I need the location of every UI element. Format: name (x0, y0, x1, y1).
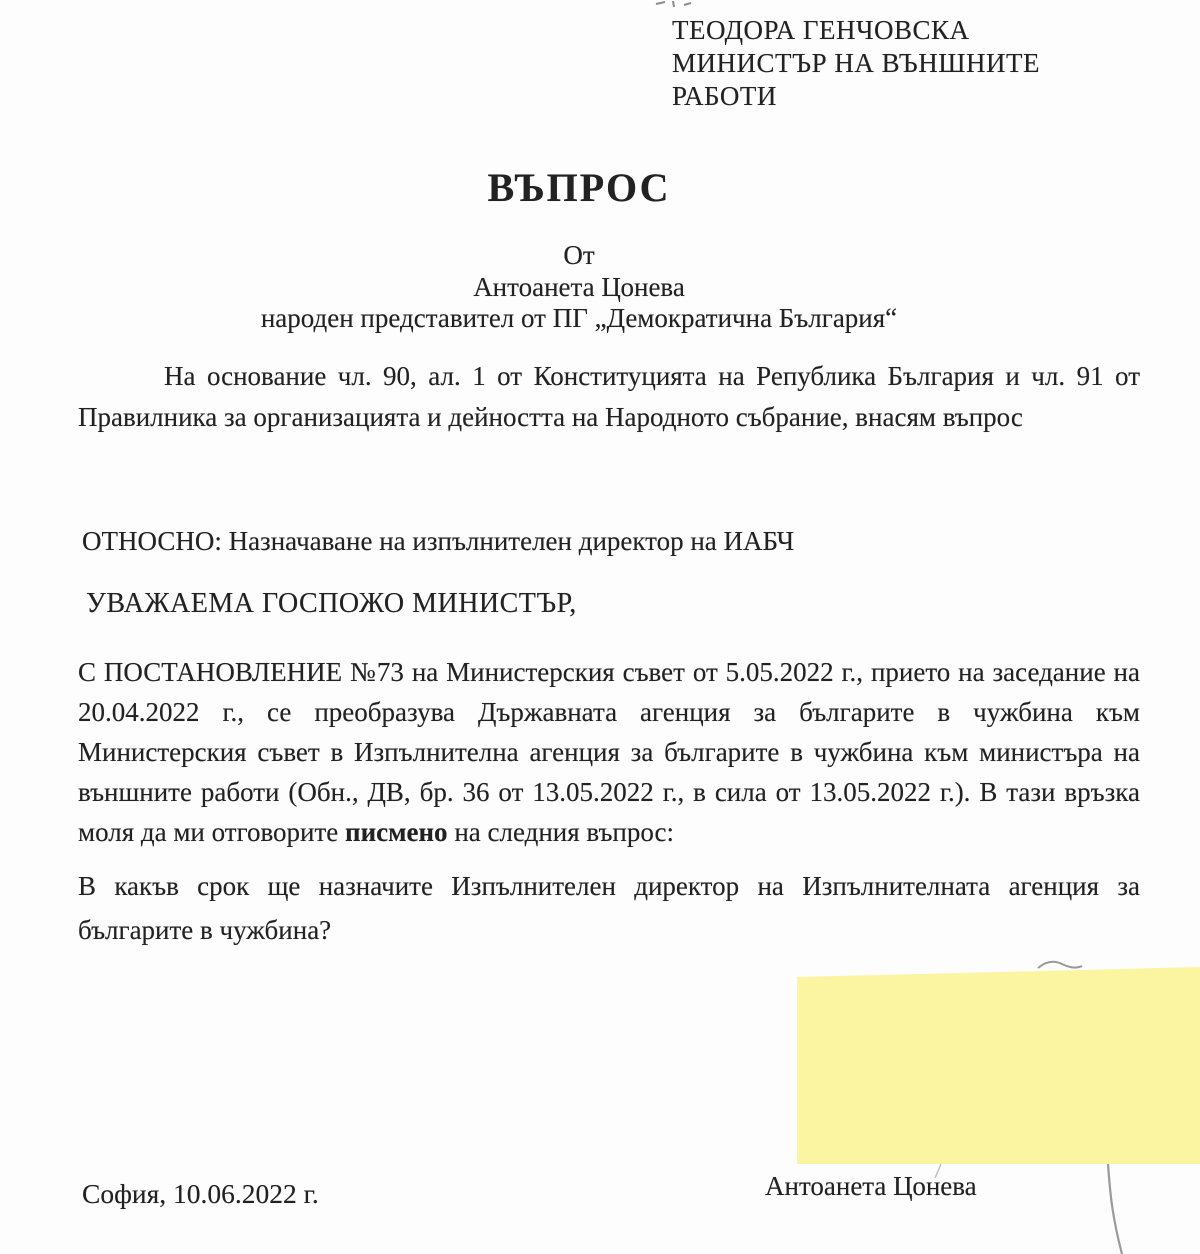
from-preposition: От (563, 240, 595, 270)
subject-text: Назначаване на изпълнителен директор на ИАБЧ (228, 526, 795, 556)
recipient-line-name: ТЕОДОРА ГЕНЧОВСКА (672, 15, 970, 45)
salutation: УВАЖАЕМА ГОСПОЖО МИНИСТЪР, (86, 588, 577, 619)
body-text-part1: С ПОСТАНОВЛЕНИЕ №73 на Министерския съвет от 5.05.2022 г., прието на заседание на 20.04.2022 г., се преобразува Държавната агенция за българите в чужбина към Министерския съвет в Изпълнителна агенция за българите в чужбина към министъра на външните работи (Обн., ДВ, бр. 36 от 13.05.2022 г., в сила от 13.05.2022 г.). В тази връзка моля да ми отговорите (78, 657, 1140, 847)
body-text-part2: на следния въпрос: (447, 817, 675, 847)
from-block (0, 240, 1158, 335)
legal-basis-paragraph: На основание чл. 90, ал. 1 от Конституцията на Република България и чл. 91 от Правилника за организацията и дейността на Народното събрание, внасям въпрос (78, 361, 1140, 432)
subject-label: ОТНОСНО: (82, 526, 222, 556)
pen-squiggle-above-redaction (1038, 962, 1082, 968)
body-emphasis: писмено (345, 817, 448, 847)
scan-artifact-top-edge (656, 1, 691, 7)
recipient-line-title-1: МИНИСТЪР НА ВЪНШНИТЕ (672, 48, 1040, 78)
signatory-name: Антоанета Цонева (765, 1171, 977, 1201)
document-title: ВЪПРОС (487, 165, 671, 210)
recipient-line-title-2: РАБОТИ (672, 81, 777, 111)
redaction-box (797, 967, 1200, 1164)
from-name: Антоанета Цонева (473, 271, 685, 302)
body-paragraph (78, 652, 1140, 852)
place-date: София, 10.06.2022 г. (82, 1178, 319, 1209)
recipient-block (672, 14, 1142, 113)
question-paragraph: В какъв срок ще назначите Изпълнителен директор на Изпълнителната агенция за българите в чужбина? (78, 871, 1140, 945)
pen-signature-stroke-below-redaction (1108, 1164, 1122, 1254)
from-role: народен представител от ПГ „Демократична България“ (260, 303, 898, 333)
subject-line (82, 526, 1162, 557)
